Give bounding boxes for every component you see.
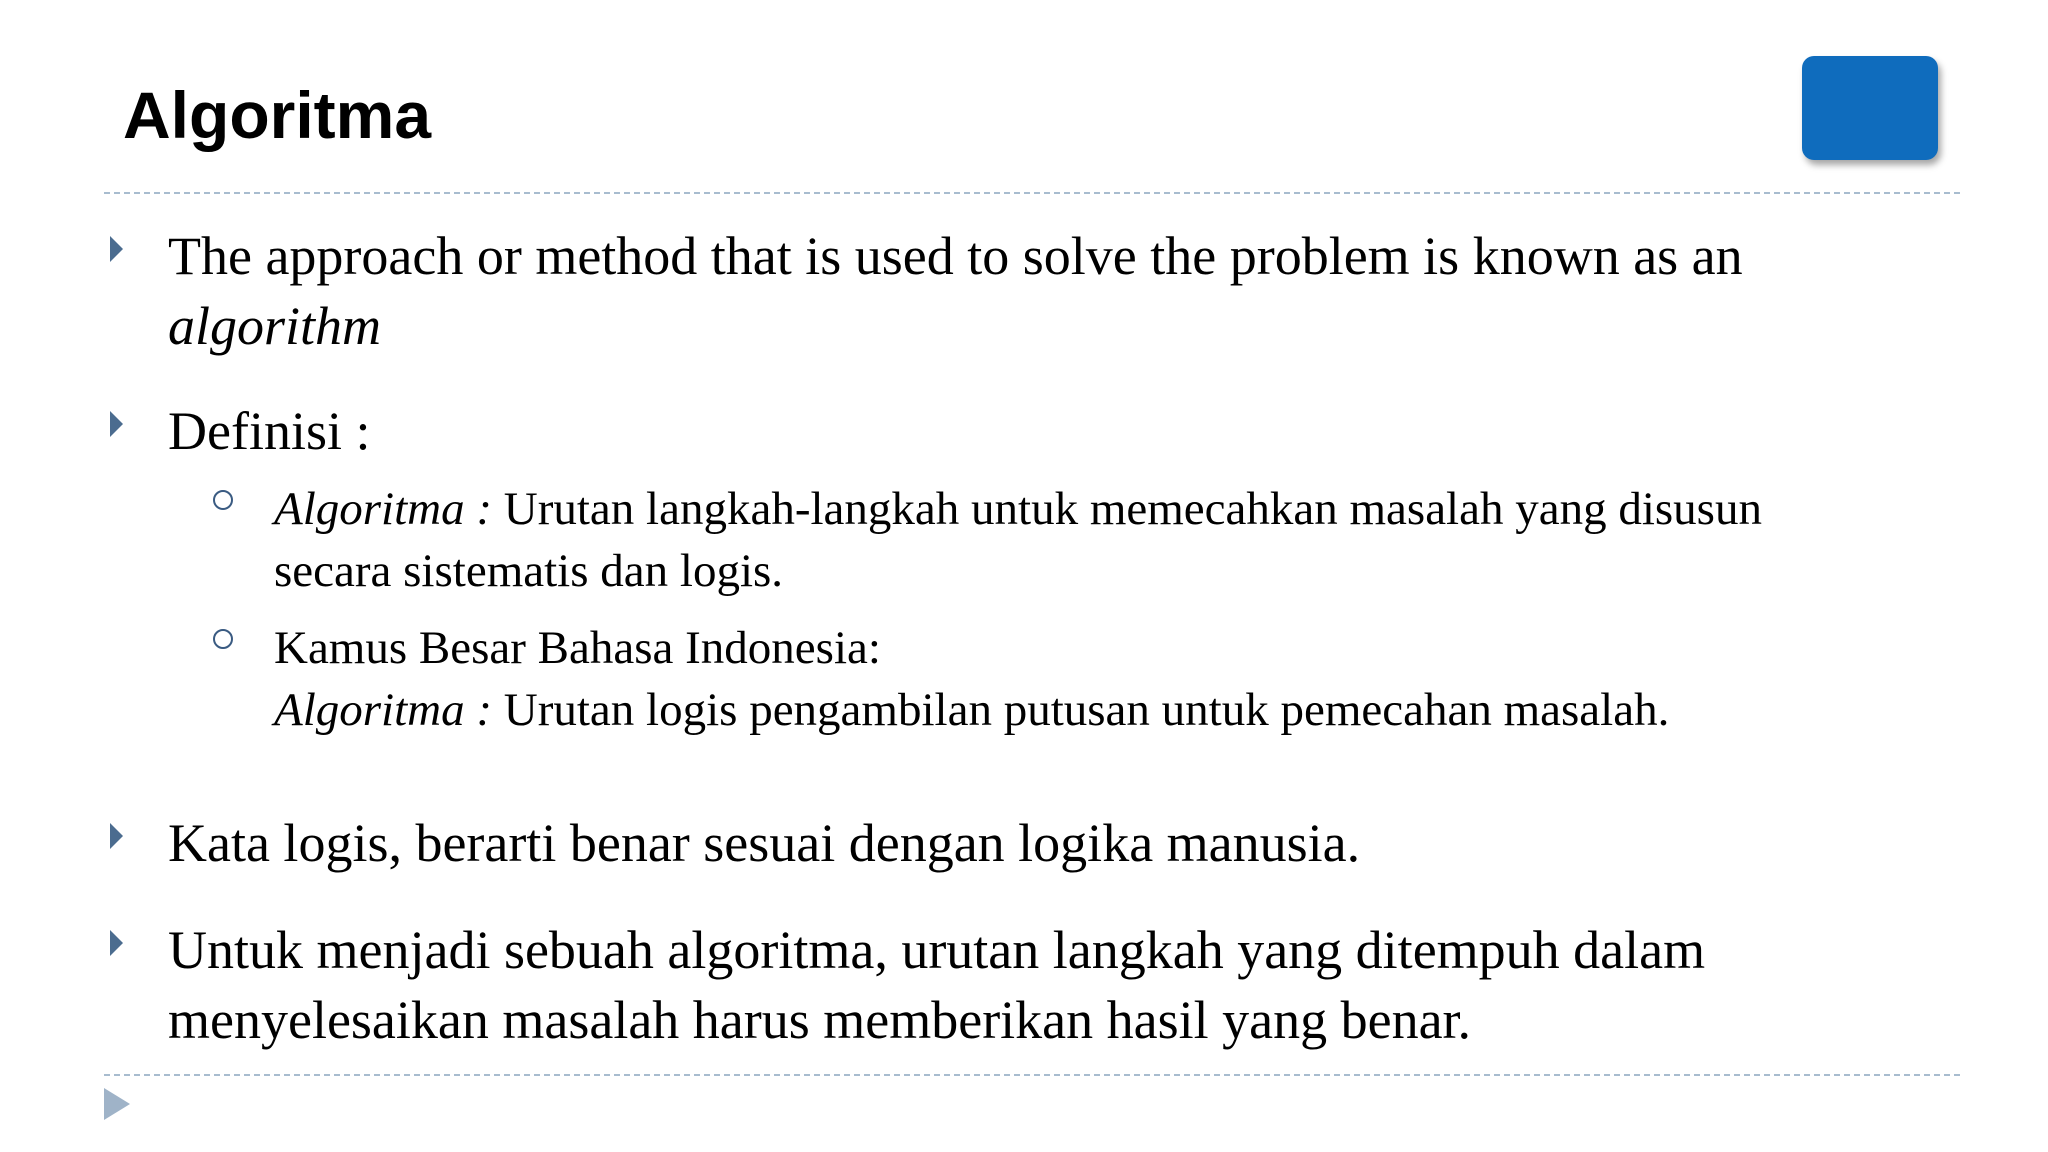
circle-bullet-icon: [213, 490, 233, 510]
bullet-4-line-2: menyelesaikan masalah harus memberikan hasil yang benar.: [168, 990, 1472, 1050]
top-divider: [104, 192, 1960, 194]
bullet-3-text: Kata logis, berarti benar sesuai dengan logika manusia.: [168, 813, 1361, 873]
bullet-1-line-2: algorithm: [168, 296, 382, 356]
circle-bullet-icon: [213, 629, 233, 649]
sub-bullet-2-line-2: [274, 679, 1669, 741]
slide-title: Algoritma: [123, 78, 432, 152]
bullet-arrow-icon: [110, 930, 123, 956]
footer-arrow-icon: [104, 1088, 130, 1120]
sub-bullet-1-def: Urutan langkah-langkah untuk memecahkan masalah yang disusun: [492, 483, 1762, 535]
bullet-4-line-1: Untuk menjadi sebuah algoritma, urutan langkah yang ditempuh dalam: [168, 920, 1706, 980]
bullet-2-text: Definisi :: [168, 401, 371, 461]
bottom-divider: [104, 1074, 1960, 1076]
bullet-1-line-1: The approach or method that is used to solve the problem is known as an: [168, 226, 1743, 286]
sub-bullet-2-line-1: Kamus Besar Bahasa Indonesia:: [274, 622, 881, 674]
sub-bullet-2-term: Algoritma :: [274, 684, 493, 736]
accent-box: [1802, 56, 1938, 160]
bullet-arrow-icon: [110, 411, 123, 437]
sub-bullet-2-def: Urutan logis pengambilan putusan untuk pemecahan masalah.: [492, 684, 1670, 736]
sub-bullet-1-line-1: [274, 478, 1762, 540]
bullet-arrow-icon: [110, 823, 123, 849]
sub-bullet-1-term: Algoritma :: [274, 483, 493, 535]
sub-bullet-1-line-2: secara sistematis dan logis.: [274, 545, 784, 597]
bullet-arrow-icon: [110, 236, 123, 262]
